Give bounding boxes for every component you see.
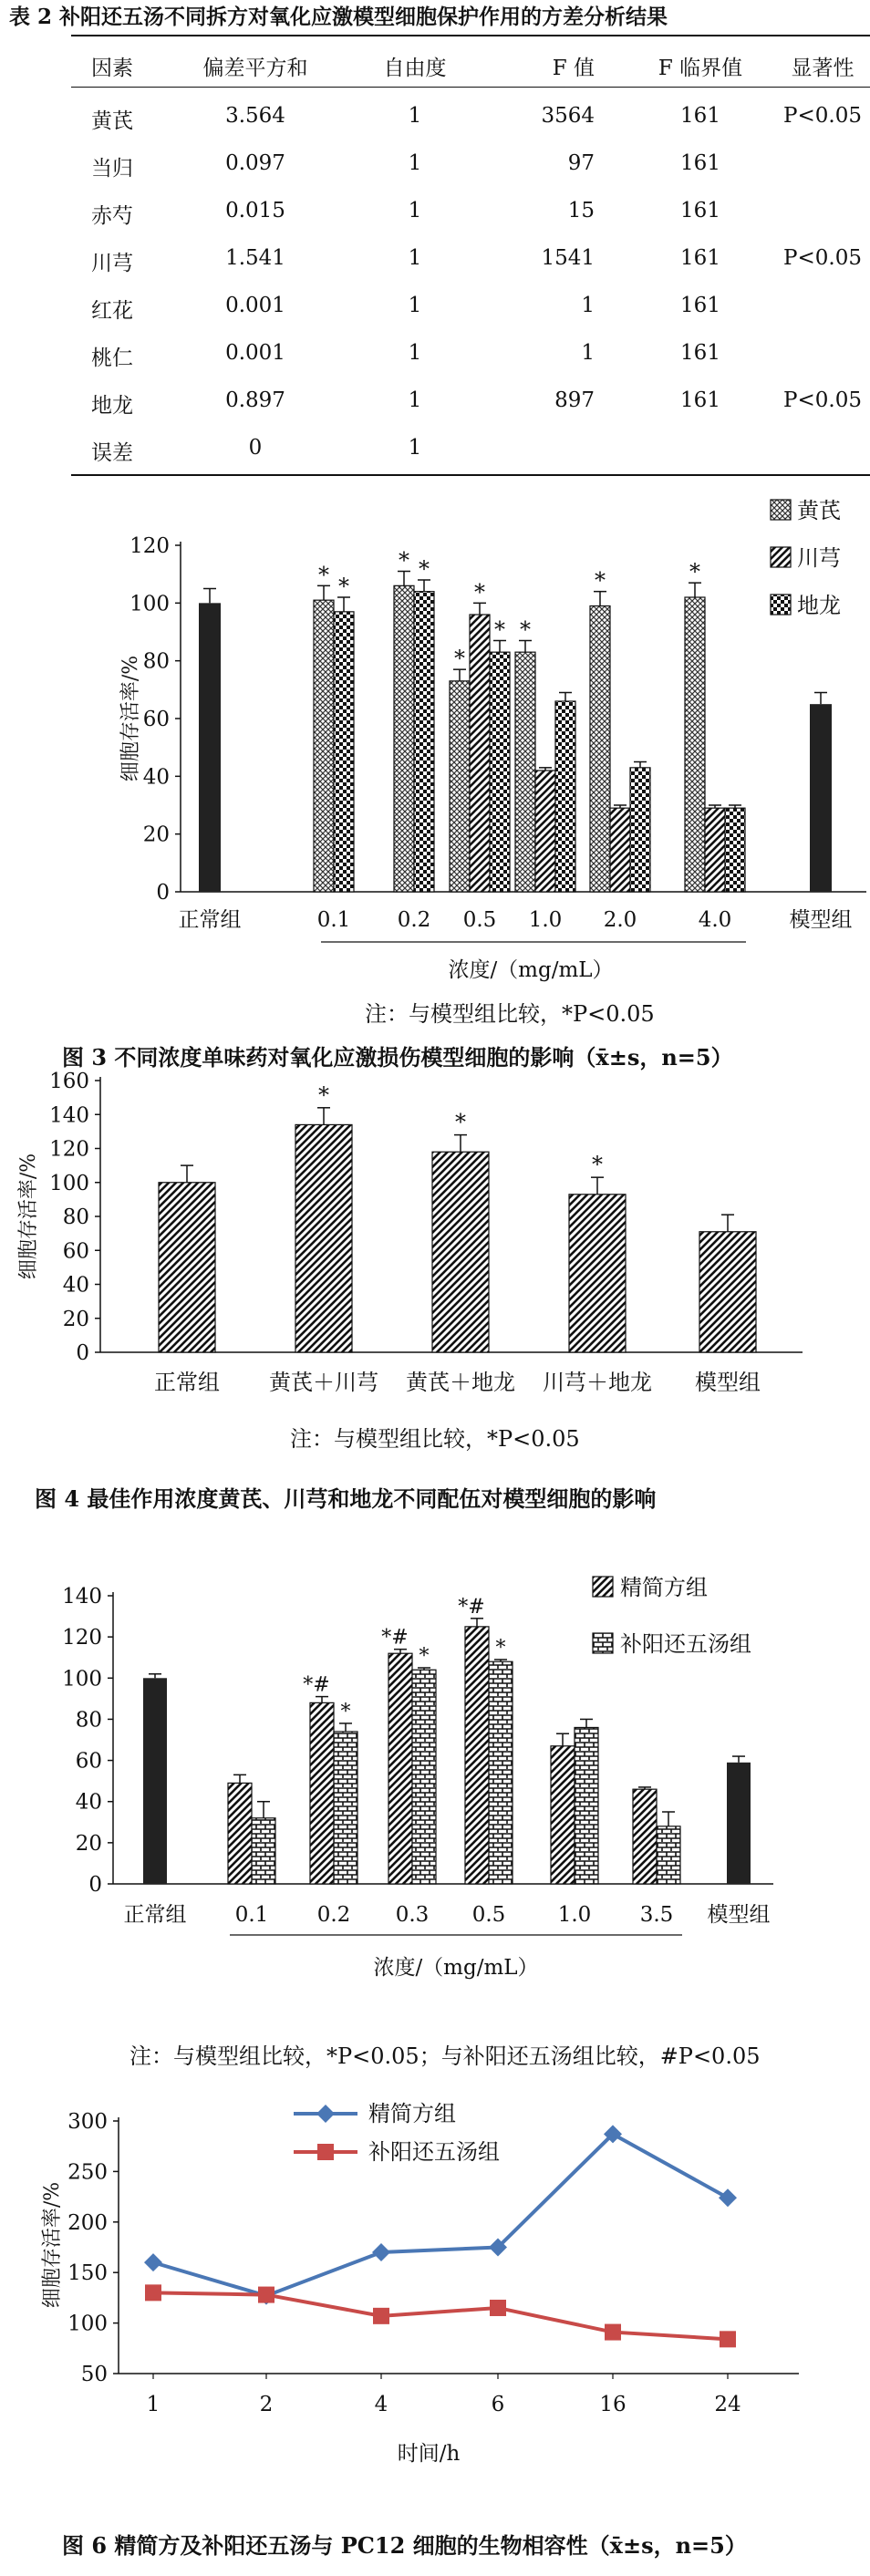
table-cell: 川芎 <box>91 252 133 275</box>
legend-swatch <box>593 1577 613 1597</box>
y-axis-label: 细胞存活率/% <box>17 1153 40 1280</box>
table-cell: P<0.05 <box>783 246 862 270</box>
y-tick-label: 300 <box>67 2110 108 2134</box>
x-tick-label: 2.0 <box>603 908 637 932</box>
significance-mark: * <box>495 1636 506 1660</box>
legend-label: 精简方组 <box>620 1575 708 1600</box>
significance-mark: *# <box>381 1626 409 1650</box>
y-axis-label: 细胞存活率/% <box>41 2181 64 2309</box>
bar-brick <box>334 1732 357 1884</box>
significance-mark: * <box>399 547 409 574</box>
x-tick-label: 1.0 <box>557 1903 592 1927</box>
figure-3-note: 注：与模型组比较，*P<0.05 <box>365 1001 655 1027</box>
table-cell: 误差 <box>91 441 133 465</box>
legend-swatch <box>771 500 791 520</box>
x-axis-label: 浓度/（mg/mL） <box>448 958 614 982</box>
data-point <box>258 2287 274 2303</box>
bar-solid <box>810 704 832 892</box>
significance-mark: * <box>592 1152 603 1178</box>
y-tick-label: 200 <box>67 2210 108 2235</box>
significance-mark: * <box>340 1700 351 1723</box>
x-tick-label: 0.5 <box>471 1903 506 1927</box>
significance-mark: * <box>494 616 505 643</box>
bar <box>569 1195 626 1352</box>
table-header-rule <box>71 87 870 88</box>
table-header-cell: 因素 <box>91 57 133 80</box>
legend-label: 补阳还五汤组 <box>368 2139 500 2165</box>
y-tick-label: 100 <box>67 2312 108 2336</box>
bar-hatch <box>470 615 490 892</box>
bar-brick <box>489 1661 513 1884</box>
table-cell: 当归 <box>91 157 133 181</box>
y-tick-label: 120 <box>49 1137 89 1162</box>
x-tick-label: 模型组 <box>707 1903 771 1927</box>
legend-label: 补阳还五汤组 <box>620 1631 751 1657</box>
data-point <box>373 2308 389 2324</box>
legend-label: 黄芪 <box>797 498 841 523</box>
x-tick-label: 6 <box>491 2393 505 2416</box>
data-point <box>605 2324 621 2341</box>
y-tick-label: 120 <box>129 534 170 558</box>
bar-check <box>725 808 745 892</box>
table-cell: 0.001 <box>225 294 285 317</box>
series-line <box>153 2292 728 2339</box>
table-header-cell: F 临界值 <box>658 57 743 80</box>
figure-4-chart <box>0 1067 870 1432</box>
bar-hatch <box>228 1783 252 1884</box>
x-tick-label: 川芎＋地龙 <box>543 1370 652 1395</box>
table-cell: 1 <box>408 388 422 412</box>
table-header-cell: 偏差平方和 <box>202 57 308 80</box>
table-title: 表 2 补阳还五汤不同拆方对氧化应激模型细胞保护作用的方差分析结果 <box>9 5 668 29</box>
x-tick-label: 模型组 <box>789 908 853 932</box>
bar-hatch <box>610 808 630 892</box>
bar-hatch <box>633 1789 657 1884</box>
table-bottom-rule <box>71 474 870 476</box>
data-point <box>144 2253 162 2271</box>
table-cell: 0.897 <box>225 388 285 412</box>
bar-check <box>555 701 575 892</box>
x-axis-label: 浓度/（mg/mL） <box>373 1956 539 1980</box>
x-axis-label: 时间/h <box>397 2442 461 2466</box>
bar-dots <box>685 597 705 892</box>
figure-6-caption: 图 6 精简方及补阳还五汤与 PC12 细胞的生物相容性（x̄±s，n=5） <box>62 2532 747 2559</box>
y-tick-label: 0 <box>88 1873 102 1897</box>
y-tick-label: 100 <box>129 592 170 616</box>
table-cell: 161 <box>680 341 720 365</box>
y-tick-label: 150 <box>67 2261 108 2286</box>
figure-4-note: 注：与模型组比较，*P<0.05 <box>290 1426 580 1452</box>
figure-3-chart <box>0 483 870 1040</box>
significance-mark: *# <box>458 1595 485 1619</box>
x-tick-label: 正常组 <box>178 908 242 932</box>
legend-label: 川芎 <box>797 545 841 571</box>
x-tick-label: 1.0 <box>528 908 563 932</box>
table-cell: 3564 <box>541 104 595 128</box>
table-cell: 161 <box>680 199 720 222</box>
table-cell: 1 <box>408 341 422 365</box>
x-tick-label: 24 <box>714 2393 741 2416</box>
legend-label: 地龙 <box>797 593 841 618</box>
y-tick-label: 20 <box>142 822 170 847</box>
table-cell: 97 <box>567 151 595 175</box>
bar-check <box>490 652 510 892</box>
x-tick-label: 0.3 <box>395 1903 430 1927</box>
table-top-rule <box>71 35 870 36</box>
legend-swatch <box>593 1633 613 1653</box>
significance-mark: * <box>318 562 329 588</box>
x-tick-label: 0.2 <box>316 1903 351 1927</box>
bar-check <box>630 768 650 892</box>
x-tick-label: 黄芪＋川芎 <box>269 1370 378 1395</box>
table-cell: 1 <box>408 246 422 270</box>
bar-dots <box>394 585 414 892</box>
bar-brick <box>252 1818 275 1884</box>
legend-swatch <box>771 547 791 567</box>
bar-brick <box>575 1727 598 1884</box>
bar-solid <box>727 1763 751 1884</box>
bar-hatch <box>388 1653 412 1884</box>
figure-5-chart <box>0 1550 870 2070</box>
table-cell: 1 <box>581 341 595 365</box>
table-cell: 0.015 <box>225 199 285 222</box>
legend-marker <box>316 2105 335 2123</box>
data-point <box>720 2331 736 2347</box>
y-tick-label: 250 <box>67 2160 108 2185</box>
x-tick-label: 1 <box>146 2393 161 2416</box>
legend-marker <box>317 2144 334 2160</box>
data-point <box>490 2300 506 2316</box>
significance-mark: *# <box>303 1673 330 1697</box>
figure-5-note: 注：与模型组比较，*P<0.05；与补阳还五汤组比较，#P<0.05 <box>129 2043 761 2069</box>
table-cell: 897 <box>554 388 595 412</box>
y-tick-label: 80 <box>142 649 170 674</box>
bar-hatch <box>310 1702 334 1884</box>
y-tick-label: 40 <box>62 1273 89 1298</box>
y-tick-label: 20 <box>75 1831 102 1856</box>
x-tick-label: 2 <box>259 2393 274 2416</box>
y-tick-label: 50 <box>80 2363 108 2386</box>
x-tick-label: 0.2 <box>397 908 431 932</box>
table-cell: 赤芍 <box>91 204 133 228</box>
table-cell: 1 <box>581 294 595 317</box>
bar-hatch <box>535 771 555 892</box>
data-point <box>719 2188 737 2207</box>
table-cell: 0.001 <box>225 341 285 365</box>
x-tick-label: 4 <box>374 2393 388 2416</box>
table-cell: 0 <box>248 436 263 460</box>
table-cell: 161 <box>680 246 720 270</box>
significance-mark: * <box>419 556 430 582</box>
table-cell: 161 <box>680 104 720 128</box>
significance-mark: * <box>338 574 349 599</box>
bar-check <box>414 592 434 892</box>
bar-solid <box>143 1678 167 1884</box>
data-point <box>145 2284 161 2301</box>
y-tick-label: 120 <box>62 1626 102 1650</box>
table-cell: 3.564 <box>225 104 285 128</box>
x-tick-label: 模型组 <box>695 1370 761 1395</box>
bar-brick <box>412 1670 436 1884</box>
significance-mark: * <box>689 559 700 585</box>
y-tick-label: 60 <box>62 1239 89 1264</box>
y-tick-label: 160 <box>49 1070 89 1093</box>
x-tick-label: 16 <box>599 2393 627 2416</box>
table-cell: 地龙 <box>91 394 133 418</box>
bar-check <box>334 612 354 892</box>
y-axis-label: 细胞存活率/% <box>119 655 142 782</box>
bar-dots <box>590 606 610 893</box>
significance-mark: * <box>455 1109 466 1135</box>
legend-label: 精简方组 <box>368 2101 456 2126</box>
table-cell: 15 <box>567 199 595 222</box>
y-tick-label: 80 <box>75 1708 102 1733</box>
bar-hatch <box>551 1746 575 1884</box>
y-tick-label: 140 <box>49 1103 89 1128</box>
table-cell: 1 <box>408 151 422 175</box>
table-cell: P<0.05 <box>783 104 862 128</box>
bar-hatch <box>465 1627 489 1884</box>
table-cell: 161 <box>680 388 720 412</box>
x-tick-label: 正常组 <box>154 1370 220 1395</box>
y-tick-label: 40 <box>142 765 170 790</box>
table-cell: 161 <box>680 151 720 175</box>
y-tick-label: 40 <box>75 1790 102 1815</box>
bar <box>432 1152 489 1352</box>
table-header-cell: 显著性 <box>791 57 854 80</box>
bar <box>295 1124 352 1352</box>
table-cell: 1 <box>408 436 422 460</box>
bar-hatch <box>705 808 725 892</box>
bar-dots <box>450 681 470 892</box>
bar <box>699 1232 756 1352</box>
table-header-cell: 自由度 <box>383 57 447 80</box>
y-tick-label: 0 <box>156 881 170 905</box>
table-cell: 1.541 <box>225 246 285 270</box>
figure-3-caption: 图 3 不同浓度单味药对氧化应激损伤模型细胞的影响（x̄±s，n=5） <box>62 1044 733 1071</box>
data-point <box>372 2243 390 2261</box>
legend-swatch <box>771 595 791 615</box>
significance-mark: * <box>474 579 485 605</box>
significance-mark: * <box>318 1081 329 1108</box>
figure-6-chart <box>0 2088 870 2489</box>
x-tick-label: 0.5 <box>462 908 497 932</box>
table-cell: 1 <box>408 104 422 128</box>
y-tick-label: 100 <box>62 1667 102 1691</box>
table-cell: 161 <box>680 294 720 317</box>
y-tick-label: 80 <box>62 1205 89 1229</box>
y-tick-label: 100 <box>49 1171 89 1195</box>
bar <box>159 1183 215 1352</box>
bar-brick <box>657 1826 680 1884</box>
x-tick-label: 0.1 <box>234 1903 269 1927</box>
y-tick-label: 60 <box>75 1749 102 1774</box>
x-tick-label: 0.1 <box>316 908 351 932</box>
bar-dots <box>314 600 334 892</box>
table-cell: P<0.05 <box>783 388 862 412</box>
table-cell: 1541 <box>541 246 595 270</box>
y-tick-label: 0 <box>76 1341 89 1365</box>
significance-mark: * <box>454 646 465 672</box>
significance-mark: * <box>419 1645 430 1668</box>
table-cell: 黄芪 <box>91 109 133 133</box>
table-cell: 1 <box>408 199 422 222</box>
table-cell: 0.097 <box>225 151 285 175</box>
bar-solid <box>199 603 221 892</box>
figure-4-caption: 图 4 最佳作用浓度黄芪、川芎和地龙不同配伍对模型细胞的影响 <box>35 1485 657 1512</box>
x-tick-label: 正常组 <box>123 1903 187 1927</box>
table-header-cell: F 值 <box>552 57 595 80</box>
x-tick-label: 3.5 <box>639 1903 674 1927</box>
table-cell: 红花 <box>91 299 133 323</box>
significance-mark: * <box>520 616 531 643</box>
table-cell: 1 <box>408 294 422 317</box>
y-tick-label: 20 <box>62 1307 89 1331</box>
x-tick-label: 4.0 <box>698 908 732 932</box>
table-cell: 桃仁 <box>91 347 133 370</box>
y-tick-label: 60 <box>142 708 170 731</box>
bar-dots <box>515 652 535 892</box>
significance-mark: * <box>595 567 606 594</box>
y-tick-label: 140 <box>62 1585 102 1609</box>
x-tick-label: 黄芪＋地龙 <box>406 1370 515 1395</box>
